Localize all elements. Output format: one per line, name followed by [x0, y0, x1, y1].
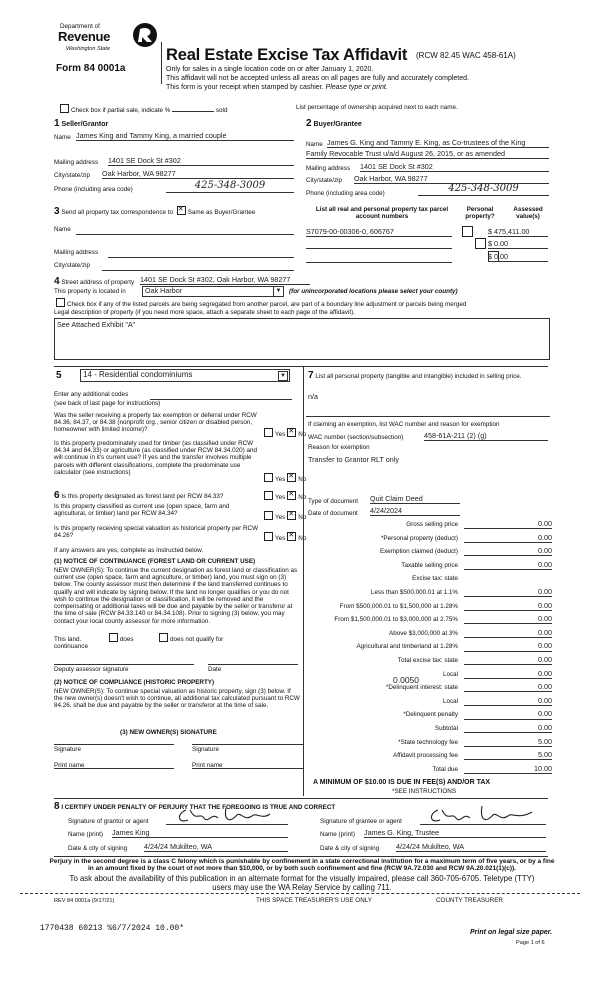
wac-field[interactable]: 458-61A-211 (2) (g): [424, 432, 548, 441]
grantor-signature[interactable]: [166, 810, 288, 825]
form-number: Form 84 0001a: [56, 63, 126, 74]
legal-size-note: Print on legal size paper.: [470, 929, 553, 936]
reason-field[interactable]: Transfer to Grantor RLT only: [308, 455, 399, 464]
sec6-q2-answers: Yes✕ No: [262, 511, 306, 521]
notice-compliance-body: NEW OWNER(S): To continue special valuation as historic property, sign (3) below. If the new owner(s) doesn't wish to continue, all additional tax calculated pursuant to RCW 84.26, shall be due and payable by the seller or transferor at the time of sale.: [54, 688, 300, 710]
new-owner-sig-heading: (3) NEW OWNER(S) SIGNATURE: [120, 729, 217, 736]
q2-yes-checkbox[interactable]: [264, 473, 273, 482]
this-land-row: This land. does does not qualify for: [54, 633, 223, 643]
tax-row: [306, 519, 552, 531]
corr-mail-field[interactable]: [108, 257, 294, 258]
tax-row-value[interactable]: 0.00: [464, 697, 552, 706]
tax-row: [306, 601, 552, 613]
seller-phone-label: Phone (including area code): [54, 186, 133, 193]
tax-row-label: *Delinquent interest: state: [385, 684, 458, 692]
tax-row-value[interactable]: 0.00: [464, 588, 552, 597]
grantee-signature-mark: [420, 804, 546, 826]
buyer-mail-label: Mailing address: [306, 165, 351, 172]
buyer-name-label: Name: [306, 141, 323, 148]
buyer-mail-field[interactable]: 1401 SE Dock St #302: [360, 163, 549, 172]
tax-row-label: Exemption claimed (deduct): [379, 548, 458, 556]
legal-desc-value: See Attached Exhibit "A": [57, 320, 136, 329]
tax-row-label: Total excise tax: state: [397, 657, 458, 664]
tax-row-value[interactable]: 0.00: [464, 615, 552, 624]
personal-property-header: Personal property?: [465, 206, 495, 221]
tax-row-value[interactable]: 0.00: [464, 561, 552, 570]
tax-row-label: *Personal property (deduct): [380, 534, 458, 542]
sec6-q1: 6 Is this property designated as forest land per RCW 84.33?: [54, 490, 224, 501]
assessed-value-header: Assessed value(s): [513, 206, 543, 221]
grantor-name-label: Name (print): [68, 831, 103, 838]
see-back-label: (see back of last page for instructions): [54, 400, 161, 407]
parcel-number-2[interactable]: [306, 248, 452, 249]
personal-property-checkbox-2[interactable]: [475, 238, 486, 249]
ownership-note: List percentage of ownership acquired next to each name.: [296, 104, 458, 111]
tax-row-label: Above $3,000,000 at 3%: [389, 629, 458, 637]
tax-row-value[interactable]: 0.00: [464, 547, 552, 556]
sec6-ifany: If any answers are yes, complete as instructed below.: [54, 547, 204, 554]
continuance-label: continuance: [54, 643, 88, 650]
seller-name-field[interactable]: James King and Tammy King, a married couple: [76, 132, 294, 141]
tax-row-label: Local: [442, 697, 458, 705]
tax-row-value[interactable]: 0.00: [464, 656, 552, 665]
located-label: This property is located in: [54, 288, 126, 295]
does-not-qualify-checkbox[interactable]: [159, 633, 168, 642]
tax-row-value[interactable]: 5.00: [464, 751, 552, 760]
treasurer-use-label: THIS SPACE TREASURER'S USE ONLY: [256, 897, 372, 904]
tax-row-value[interactable]: 0.00: [464, 724, 552, 733]
dor-logo: [56, 22, 161, 62]
grantee-date-label: Date & city of signing: [320, 845, 380, 852]
segregated-row: Check box if any of the listed parcels are being segregated from another parcel, are part of a boundary line adjustment or parcels being merged: [54, 298, 466, 308]
see-instructions-note: *SEE INSTRUCTIONS: [392, 788, 457, 795]
notice-continuance-heading: (1) NOTICE OF CONTINUANCE (FOREST LAND OR CURRENT USE): [54, 558, 256, 565]
cashier-stamp: 1770438 60213 %6/7/2024 10.00*: [40, 924, 185, 933]
street-address-field[interactable]: 1401 SE Dock St #302, Oak Harbor, WA 98277: [140, 276, 310, 285]
tax-row-label: *Delinquent penalty: [403, 711, 458, 719]
personal-property-checkbox-1[interactable]: [462, 226, 473, 237]
doc-type-field[interactable]: Quit Claim Deed: [370, 495, 460, 504]
q2-no-checkbox[interactable]: [287, 473, 296, 482]
unincorporated-note: (for unincorporated locations please select your county): [289, 288, 458, 295]
seller-mail-label: Mailing address: [54, 159, 99, 166]
tax-row-value[interactable]: 0.00: [464, 602, 552, 611]
sec5-num: 5: [56, 370, 62, 381]
corr-name-field[interactable]: [76, 234, 294, 235]
tax-row: [306, 587, 552, 599]
header-line-1: Only for sales in a single location code on or after January 1, 2020.: [166, 66, 374, 73]
chevron-down-icon[interactable]: ▼: [278, 371, 288, 381]
tax-row-value[interactable]: 10.00: [464, 765, 552, 774]
location-select[interactable]: Oak Harbor ▼: [142, 286, 284, 297]
notice-compliance-heading: (2) NOTICE OF COMPLIANCE (HISTORIC PROPERTY): [54, 679, 215, 686]
tax-row-value[interactable]: 0.00: [464, 534, 552, 543]
revenue-label: Revenue: [58, 29, 111, 44]
grantor-date-label: Date & city of signing: [68, 845, 128, 852]
parcels-header: List all real and personal property tax parcel account numbers: [315, 206, 449, 221]
tax-row-value[interactable]: 0.00: [464, 520, 552, 529]
legal-desc-box[interactable]: [54, 318, 550, 360]
sec6-q3: Is this property receiving special valuation as historical property per RCW 84.26?: [54, 525, 259, 540]
form-revision: REV 84 0001a (9/17/21): [54, 898, 115, 904]
new-owner-print-label-2: Print name: [192, 762, 223, 769]
tax-row-value[interactable]: 0.00: [464, 710, 552, 719]
grantor-sig-label: Signature of grantor or agent: [68, 818, 149, 825]
buyer-phone-label: Phone (including area code): [306, 190, 385, 197]
rcw-ref: (RCW 82.45 WAC 458-61A): [416, 51, 516, 60]
header-line-3: This form is your receipt when stamped by cashier. Please type or print.: [166, 84, 388, 91]
tax-row-value[interactable]: 0.00: [464, 629, 552, 638]
tax-row-label: Subtotal: [434, 725, 458, 732]
forest-no-checkbox[interactable]: [287, 491, 296, 500]
same-as-buyer-checkbox[interactable]: [177, 206, 186, 215]
page-title: Real Estate Excise Tax Affidavit: [166, 46, 408, 64]
tax-row: [306, 533, 552, 545]
tax-row-label: From $1,500,000.01 to $3,000,000 at 2.75%: [334, 616, 458, 624]
chevron-down-icon[interactable]: ▼: [273, 287, 283, 296]
partial-sale-row: Check box if partial sale, indicate % sold: [58, 104, 227, 114]
historic-yes-checkbox[interactable]: [264, 532, 273, 541]
reason-label: Reason for exemption: [308, 444, 370, 451]
header-line-2: This affidavit will not be accepted unless all areas on all pages are fully and accurately completed.: [166, 75, 469, 82]
seller-city-field[interactable]: Oak Harbor, WA 98277: [102, 170, 294, 179]
historic-no-checkbox[interactable]: [287, 532, 296, 541]
tax-row: [306, 723, 552, 735]
grantee-sig-label: Signature of grantee or agent: [320, 818, 402, 825]
grantor-signature-mark: [166, 804, 288, 826]
grantee-date-field[interactable]: 4/24/24 Mukilteo, WA: [396, 843, 546, 852]
sec6-q1-answers: Yes✕ No: [262, 491, 306, 501]
tax-row: [306, 655, 552, 667]
tax-row-label: *State technology fee: [398, 738, 458, 746]
minimum-fee-note: A MINIMUM OF $10.00 IS DUE IN FEE(S) AND/OR TAX: [313, 779, 491, 786]
assessed-value-3[interactable]: $ 0.00: [488, 253, 548, 262]
tax-row-label: Taxable selling price: [401, 561, 458, 569]
legal-desc-label: Legal description of property (if you need more space, attach a separate sheet to each page of the affidavit).: [54, 309, 355, 316]
seller-city-label: City/state/zip: [54, 172, 91, 179]
grantee-name-label: Name (print): [320, 831, 355, 838]
wac-label: WAC number (section/subsection): [308, 434, 404, 441]
tax-row: [306, 696, 552, 708]
grantor-date-field[interactable]: 4/24/24 Mukilteo, WA: [144, 843, 288, 852]
sec5-q2: Is this property predominately used for timber (as classified under RCW 84.34 and 84.33) or agriculture (as classified under RCW 84.34.020) and will continue in it's current use? If yes and the transfer involves multiple parcels with different classifications, complete the predominate use calculator (see instructions): [54, 440, 258, 476]
grantor-name-field[interactable]: James King: [112, 829, 288, 838]
street-row: 4 Street address of property: [54, 276, 135, 287]
addl-codes-field[interactable]: [150, 399, 292, 400]
buyer-name-field-1[interactable]: James G. King and Tammy E. King, as Co-trustees of the King: [327, 139, 549, 148]
new-owner-sig-label-1: Signature: [54, 746, 81, 753]
tax-row-label: Less than $500,000.01 at 1.1%: [370, 589, 458, 596]
corr-city-label: City/state/zip: [54, 262, 91, 269]
notice-continuance-body: NEW OWNER(S): To continue the current designation as forest land or classification as current use (open space, farm and agriculture, or timber) land, you must sign on (3) below. The county assessor must then determine if the land transferred continues to qualify and will indicate by signing below. If the land no longer qualifies or you do not wish to continue the designation or classification, it will be removed and the compensating or additional taxes will be due and payable by the seller or transferor at the time of sale (RCW 84.33.140 or 84.34.108). Prior to signing (3) below, you may contact your local county assessor for more information.: [54, 567, 298, 625]
grantee-signature[interactable]: [420, 810, 546, 825]
tax-row-label: Gross selling price: [406, 521, 458, 528]
tax-row-label: Local: [442, 670, 458, 678]
buyer-heading: 2 Buyer/Grantee: [306, 118, 362, 129]
tax-row-label: Affidavit processing fee: [393, 752, 458, 760]
assessed-value-1[interactable]: $ 475,411.00: [488, 228, 548, 237]
perjury-notice: Perjury in the second degree is a class C felony which is punishable by confinement in a state correctional institution for a maximum term of five years, or by a fine in an amount fixed by the court of not more than $10,000, or by both such confinement and fine (RCW 9A.72.030 and RCW 9A.20.021(1)(c)).: [49, 858, 555, 873]
buyer-name-field-2[interactable]: Family Revocable Trust u/a/d August 26, 2015, or as amended: [306, 150, 549, 159]
sec5-q1-answers: Yes✕ No: [262, 428, 306, 438]
buyer-phone-field[interactable]: 425-348-3009: [418, 183, 549, 196]
page-number: Page 1 of 6: [516, 940, 545, 946]
tax-row: [306, 546, 552, 558]
sec6-q3-answers: Yes✕ No: [262, 532, 306, 542]
buyer-city-label: City/state/zip: [306, 177, 343, 184]
tax-row: [306, 614, 552, 626]
local-rate-value: 0.0050: [393, 675, 419, 685]
tax-row-value[interactable]: 0.00: [464, 683, 552, 692]
partial-sale-checkbox[interactable]: [60, 104, 69, 113]
sec5-q2-answers: Yes✕ No: [262, 473, 306, 483]
q1-no-checkbox[interactable]: [287, 428, 296, 437]
forest-yes-checkbox[interactable]: [264, 491, 273, 500]
tax-row: [306, 737, 552, 749]
seller-name-label: Name: [54, 134, 71, 141]
sec5-q1: Was the seller receiving a property tax exemption or deferral under RCW 84.36, 84.37, or 84.38 (nonprofit org., senior citizen or disabled person, homeowner with limited income)?: [54, 412, 257, 434]
grantee-name-field[interactable]: James G. King, Trustee: [364, 829, 546, 838]
corr-mail-label: Mailing address: [54, 249, 99, 256]
tax-row-label: Agricultural and timberland at 1.28%: [356, 643, 458, 651]
deputy-sig-label: Deputy assessor signature: [54, 666, 129, 673]
dept-label: Department of: [60, 23, 100, 30]
tax-row-value[interactable]: 0.00: [464, 670, 552, 679]
does-qualify-checkbox[interactable]: [109, 633, 118, 642]
revenue-logo-icon: [132, 22, 158, 48]
property-use-select[interactable]: 14 - Residential condominiums ▼: [80, 369, 290, 382]
certify-row: 8 I CERTIFY UNDER PENALTY OF PERJURY THAT THE FOREGOING IS TRUE AND CORRECT: [54, 801, 336, 812]
new-owner-print-label-1: Print name: [54, 762, 85, 769]
corr-city-field[interactable]: [102, 270, 294, 271]
tax-row: [306, 682, 552, 694]
tax-row-label: Excise tax: state: [412, 575, 458, 583]
seller-phone-field[interactable]: 425-348-3009: [166, 180, 294, 193]
tax-row: [306, 573, 552, 585]
tax-row-label: From $500,000.01 to $1,500,000 at 1.28%: [339, 602, 458, 610]
tax-row: [306, 628, 552, 640]
tax-row: [306, 560, 552, 572]
tax-row: [306, 669, 552, 681]
alternate-format-notice: To ask about the availability of this publication in an alternate format for the visually impaired, please call 360-705-6705. Teletype (TTY) users may use the WA Relay Service by calling 711.: [69, 874, 535, 892]
personal-property-value[interactable]: n/a: [308, 392, 318, 401]
buyer-city-field[interactable]: Oak Harbor, WA 98277: [354, 175, 549, 184]
parcel-number-3[interactable]: [306, 262, 452, 263]
doc-date-field[interactable]: 4/24/2024: [370, 507, 460, 516]
tax-row: [306, 764, 552, 776]
segregated-checkbox[interactable]: [56, 298, 65, 307]
deputy-date-label: Date: [208, 666, 222, 673]
tax-row-value[interactable]: 5.00: [464, 738, 552, 747]
exemption-claim-label: If claiming an exemption, list WAC number and reason for exemption: [308, 421, 500, 428]
addl-codes-label: Enter any additional codes: [54, 391, 129, 398]
tax-row: [306, 709, 552, 721]
correspondence-row: 3 Send all property tax correspondence to ✕ Same as Buyer/Grantee: [54, 206, 255, 218]
state-label: Washington State: [66, 46, 111, 52]
parcel-number-1[interactable]: S7079-00-00306-0, 606767: [306, 228, 452, 237]
tax-row-label: Total due: [432, 765, 458, 773]
sec7-label: 7 List all personal property (tangible and intangible) included in selling price.: [308, 370, 522, 381]
seller-mail-field[interactable]: 1401 SE Dock St #302: [108, 157, 294, 166]
new-owner-sig-label-2: Signature: [192, 746, 219, 753]
county-treasurer-label: COUNTY TREASURER: [436, 897, 503, 904]
tax-row-value[interactable]: 0.00: [464, 642, 552, 651]
doc-type-label: Type of document: [308, 498, 359, 505]
tax-row: [306, 750, 552, 762]
assessed-value-2[interactable]: $ 0.00: [488, 240, 548, 249]
corr-name-label: Name: [54, 226, 71, 233]
current-use-yes-checkbox[interactable]: [264, 511, 273, 520]
sec6-q2: Is this property classified as current use (open space, farm and agricultural, or timber) land per RCW 84.34?: [54, 503, 230, 518]
current-use-no-checkbox[interactable]: [287, 511, 296, 520]
seller-heading: 1 Seller/Grantor: [54, 118, 109, 129]
doc-date-label: Date of document: [308, 510, 358, 517]
q1-yes-checkbox[interactable]: [264, 428, 273, 437]
tax-row: [306, 641, 552, 653]
